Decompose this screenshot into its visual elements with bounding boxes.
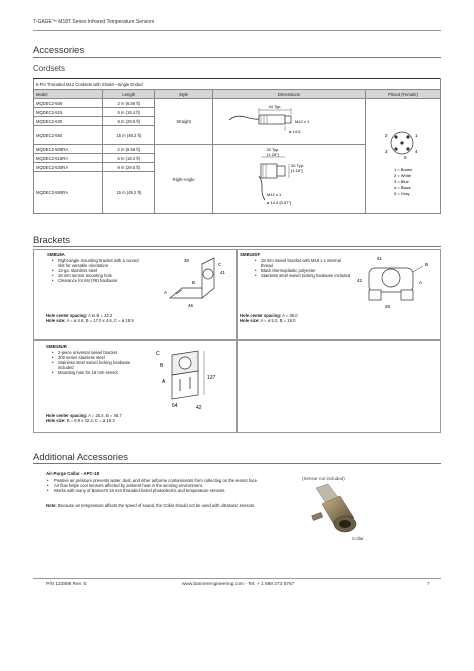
smb18ur-spec (46, 413, 122, 423)
pinout-cell (365, 99, 440, 214)
pinout-2: 2 = White (393, 172, 411, 178)
accessory-note (46, 503, 278, 508)
col-header-length: Length (103, 90, 155, 99)
model-cell: MQDEC2-550RA (34, 172, 103, 214)
footer-rule (33, 578, 441, 579)
bracket-name-smb18sf: SMB18SF (240, 252, 261, 257)
bracket-features-smb18ur (52, 350, 144, 375)
section-rule (33, 57, 441, 58)
hole-size-value: A = ø 4.6, B = 17.0 x 4.6, C = ø 18.5 (66, 318, 134, 324)
feature-item: • Right-angle mounting bracket with a curved slot for versatile orientation (52, 258, 144, 268)
model-cell: MQDEC2-515RA (34, 154, 103, 163)
pinout-drawing (368, 101, 438, 211)
model-cell: MQDEC2-550 (34, 126, 103, 145)
spacing-value: A to B = 24.2 (88, 313, 113, 318)
feature-item: • Clearance for M4 (#8) hardware (52, 278, 144, 283)
smb18ur-label-c: C (156, 351, 160, 357)
feature-item: • 12-ga. stainless steel (52, 268, 144, 273)
col-header-style: Style (155, 90, 213, 99)
col-header-pinout: Pinout (Female) (365, 90, 440, 99)
feature-item: • Stainless steel swivel locking hardware included (52, 360, 144, 370)
col-header-dimensions: Dimensions (212, 90, 365, 99)
model-cell: MQDEC2-515 (34, 108, 103, 117)
col-header-model: Model (34, 90, 103, 99)
smb18sf-dim-51: 51 (377, 256, 383, 261)
smb18sf-dim-42: 42 (357, 278, 363, 283)
dim-straight-thread: M12 x 1 (294, 119, 310, 124)
pin-label-5: 5 (403, 154, 407, 160)
feature-item: • Positive air pressure prevents water, dust, and other airborne contaminants from collecting on the sensor face. (46, 478, 276, 483)
pin-3-dot (394, 147, 397, 150)
smb18a-dim-30: 30 (184, 258, 190, 263)
smb18sf-label-b: B (425, 262, 429, 267)
length-cell: 5 m (16.4 ft) (103, 154, 155, 163)
hole-size-label: Hole size: (46, 318, 66, 324)
feature-item: • Black thermoplastic polyester (255, 268, 351, 273)
length-cell: 9 m (29.5 ft) (103, 163, 155, 172)
footer-page-number: 7 (427, 582, 430, 587)
smb18ur-drawing (150, 345, 222, 413)
feature-item: • 300 series stainless steel (52, 355, 144, 360)
smb18a-label-c: C (218, 262, 222, 267)
smb18a-spec (46, 313, 134, 323)
feature-item: • Air flow helps cool sensors affected by ambient heat in the sensing environment. (46, 483, 276, 488)
feature-item: • 18 mm sensor mounting hole (52, 273, 144, 278)
hole-size-value: A = ø 5.3, B = 18.0 (260, 318, 296, 324)
pin-5-dot (400, 141, 403, 144)
dim-right-b-inch: [1.18"] (290, 167, 303, 173)
smb18sf-dim-25: 25 (385, 304, 391, 309)
pin-label-4: 4 (414, 148, 418, 154)
photo-caption-collar: Collar (352, 536, 364, 541)
style-cell-right-angle: Right-Angle (155, 145, 213, 214)
pinout-4: 4 = Black (393, 184, 411, 190)
section-title-additional: Additional Accessories (33, 452, 129, 463)
length-cell: 5 m (16.4 ft) (103, 108, 155, 117)
smb18ur-label-b: B (160, 363, 164, 369)
feature-item: • 2-piece universal swivel bracket (52, 350, 144, 355)
dim-right-b: 30 Typ. (290, 162, 305, 168)
smb18a-label-a: A (164, 290, 168, 295)
smb18ur-dim-137: 137 (207, 375, 216, 381)
spacing-value: A = 25.4, B = 46.7 (88, 413, 122, 418)
running-header: T-GAGE™ M18T Series Infrared Temperature Sensors (33, 19, 155, 25)
cordset-table (33, 78, 441, 214)
dims-cell-straight (212, 99, 365, 145)
model-cell: MQDEC2-506 (34, 99, 103, 108)
note-label: Note: (46, 503, 57, 508)
model-cell: MQDEC2-506RA (34, 145, 103, 154)
pin-2-dot (394, 135, 397, 138)
dim-right-thread: M12 x 1 (266, 191, 282, 197)
section-rule (33, 246, 441, 247)
pin-1-dot (406, 135, 409, 138)
straight-cordset-drawing (215, 99, 363, 143)
spacing-label: Hole center spacing: (240, 313, 282, 318)
smb18a-label-b: B (192, 280, 196, 285)
pinout-5: 5 = Gray (393, 190, 410, 196)
air-purge-collar-photo (288, 470, 378, 550)
pin-label-1: 1 (414, 132, 418, 138)
model-cell: MQDEC2-530 (34, 117, 103, 126)
smb18a-drawing (152, 254, 234, 310)
cordset-table-title: 5-Pin Threaded M12 Cordsets with Shield—Single Ended (34, 79, 441, 90)
smb18sf-drawing (355, 254, 439, 310)
smb18sf-spec (240, 313, 298, 323)
smb18ur-label-a: A (162, 379, 166, 385)
length-cell: 15 m (49.2 ft) (103, 172, 155, 214)
section-title-accessories: Accessories (33, 45, 85, 56)
pinout-3: 3 = Blue (393, 178, 409, 184)
model-cell: MQDEC2-530RA (34, 163, 103, 172)
note-text: Because air temperature affects the speed of sound, the Collar should not be used with ultrasonic sensors. (57, 503, 256, 508)
dim-straight-diameter: ø 14.5 (288, 129, 301, 134)
dim-straight-length: 44 Typ. (268, 104, 282, 109)
pin-4-dot (406, 147, 409, 150)
length-cell: 2 m (6.56 ft) (103, 99, 155, 108)
hole-size-label: Hole size: (46, 418, 66, 424)
accessory-title: Air-Purge Collar - APC-18 (46, 471, 100, 476)
pin-label-3: 3 (384, 148, 388, 154)
smb18a-dim-46: 46 (188, 303, 194, 308)
footer-part-number: P/N 123898 Rev. E (46, 582, 87, 587)
feature-item: • 18 mm swivel bracket with M18 x 1 internal thread (255, 258, 351, 268)
feature-item: • Stainless steel swivel locking hardware included (255, 273, 351, 278)
pinout-1: 1 = Brown (393, 166, 413, 172)
pin-label-2: 2 (384, 132, 388, 138)
header-rule (33, 30, 441, 31)
style-cell-straight: Straight (155, 99, 213, 145)
dim-right-a-inch: [1.26"] (267, 151, 279, 157)
bracket-name-smb18a: SMB18A (47, 252, 65, 257)
table-row (34, 99, 441, 108)
bracket-features-smb18a (52, 258, 144, 283)
spacing-value: A = 36.0 (282, 313, 298, 318)
footer-contact: www.bannerengineering.com - Tel: + 1 888 373 6767 (182, 582, 295, 587)
accessory-features (46, 478, 276, 493)
photo-caption-sensor: (Sensor not included) (302, 476, 345, 481)
hole-size-label: Hole size: (240, 318, 260, 324)
length-cell: 2 m (6.56 ft) (103, 145, 155, 154)
smb18sf-label-a: A (419, 280, 423, 285)
length-cell: 9 m (29.5 ft) (103, 117, 155, 126)
smb18ur-dim-64: 64 (172, 403, 178, 409)
table-header-row (34, 90, 441, 99)
bracket-name-smb18ur: SMB18UR (46, 344, 67, 349)
spacing-label: Hole center spacing: (46, 413, 88, 418)
section-title-brackets: Brackets (33, 235, 70, 246)
length-cell: 15 m (49.2 ft) (103, 126, 155, 145)
smb18ur-dim-42: 42 (196, 405, 202, 411)
right-angle-cordset-drawing (215, 146, 363, 212)
dim-right-diameter: ø 14.5 [0.57"] (266, 199, 291, 205)
spacing-label: Hole center spacing: (46, 313, 88, 318)
feature-item: • Mounting hole for 18 mm sensor (52, 370, 144, 375)
section-rule (33, 463, 441, 464)
bracket-features-smb18sf (255, 258, 351, 278)
empty-card (237, 340, 441, 433)
smb18a-dim-41: 41 (220, 270, 226, 275)
dim-right-a: 32 Typ. (266, 146, 280, 152)
subsection-title-cordsets: Cordsets (33, 64, 66, 73)
dims-cell-right-angle (212, 145, 365, 214)
hole-size-value: B = 6.9 x 32.2, C = ø 18.3 (66, 418, 115, 424)
feature-item: • Works with many of Banner's 18 mm threaded-barrel photoelectric and temperature sensors. (46, 488, 276, 493)
